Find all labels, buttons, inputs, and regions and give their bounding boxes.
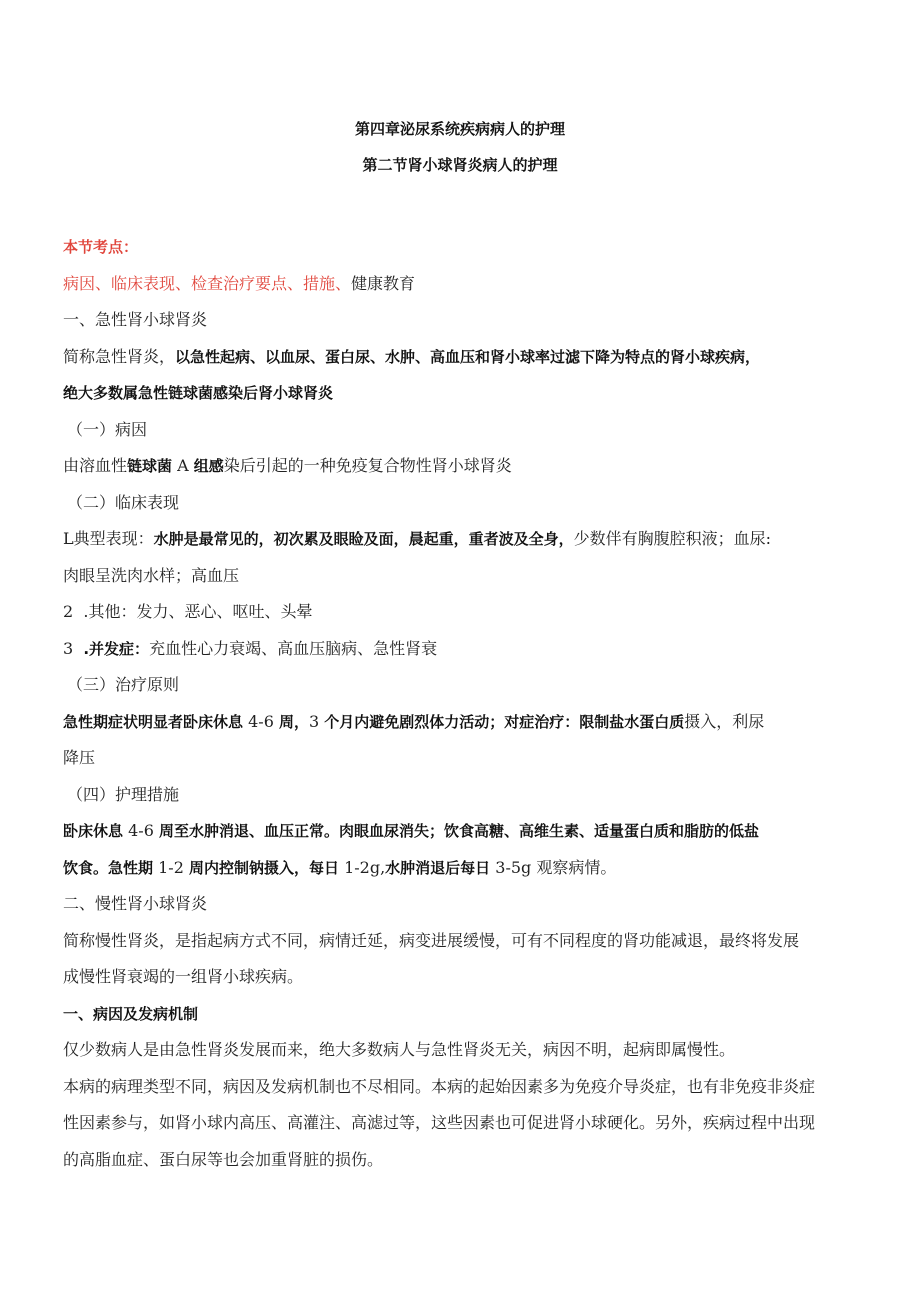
text-run: 3-5g <box>495 857 532 877</box>
bold-run: 饮食。急性期 <box>63 858 154 877</box>
text-run: 4-6 <box>128 821 154 840</box>
bold-run: .并发症： <box>83 639 150 658</box>
bold-run: 组感 <box>193 457 224 475</box>
bold-run: 链球菌 <box>127 457 173 475</box>
text-run: 1-2 <box>158 857 184 877</box>
bold-run: 周， <box>278 712 309 731</box>
chronic-paragraph-2-line-1: 本病的病理类型不同，病因及发病机制也不尽相同。本病的起始因素多为免疫介导炎症，也有非免疫非炎症 <box>63 1076 816 1096</box>
text-run: 4-6 <box>248 711 274 731</box>
acute-definition-line-2 <box>63 375 858 412</box>
bold-run: 个月内避免剧烈体力活动；对症治疗：限制盐水蛋白质 <box>324 712 685 731</box>
chronic-paragraph-2-line-2: 性因素参与，如肾小球内高压、高灌注、高滤过等，这些因素也可促进肾小球硬化。另外，疾病过程中出现 <box>63 1113 816 1132</box>
bold-run: 水肿消退后每日 <box>385 858 491 877</box>
text-run: 摄入，利尿 <box>684 711 765 731</box>
exam-points-red: 病因、临床表现、检查治疗要点、措施、 <box>63 273 352 293</box>
document-body <box>63 229 858 1178</box>
acute-care-line-2 <box>63 850 858 887</box>
exam-points-black: 健康教育 <box>351 273 416 293</box>
text-run: 染后引起的一种免疫复合物性肾小球肾炎 <box>223 456 512 475</box>
text-run: A <box>177 456 189 475</box>
section-title: 第二节肾小球肾炎病人的护理 <box>362 156 558 174</box>
bold-run: 周内控制钠摄入，每日 <box>188 858 339 877</box>
acute-clinical-heading: （二）临床表现 <box>67 492 180 512</box>
bold-run: 周至水肿消退、血压正常。肉眼血尿消失；饮食高糖、高维生素、适量蛋白质和脂肪的低盐 <box>158 822 759 840</box>
acute-treatment-heading: （三）治疗原则 <box>67 675 180 694</box>
acute-care-heading: （四）护理措施 <box>67 784 180 804</box>
chronic-definition-line-1: 简称慢性肾炎，是指起病方式不同，病情迁延，病变进展缓慢，可有不同程度的肾功能减退，最终将发展 <box>63 930 800 950</box>
bold-run: 卧床休息 <box>63 822 124 840</box>
exam-points-label: 本节考点： <box>63 238 139 256</box>
bold-run: 水肿是最常见的，初次累及眼睑及面，晨起重，重者波及全身， <box>153 530 574 548</box>
text-run: L典型表现： <box>63 529 154 548</box>
acute-heading: 一、急性肾小球肾炎 <box>63 310 208 329</box>
acute-typical-line-2: 肉眼呈洗肉水样；高血压 <box>63 565 240 585</box>
acute-treatment-line-2: 降压 <box>63 748 96 767</box>
text-run: 少数伴有胸腹腔积液；血尿: <box>573 529 772 548</box>
text-run: 简称急性肾炎， <box>63 346 176 366</box>
text-run: 1-2g, <box>344 857 386 877</box>
acute-typical-line-1 <box>63 521 858 558</box>
bold-run: 以急性起病、以血尿、蛋白尿、水肿、高血压和肾小球率过滤下降为特点的肾小球疾病， <box>175 347 761 366</box>
text-run: 3 <box>63 638 74 658</box>
chronic-heading: 二、慢性肾小球肾炎 <box>63 894 208 913</box>
text-run: .其他：发力、恶心、呕吐、头晕 <box>83 602 313 621</box>
text-run: 由溶血性 <box>63 456 128 475</box>
acute-care-line-1 <box>63 813 858 850</box>
chronic-paragraph-2-line-3: 的高脂血症、蛋白尿等也会加重肾脏的损伤。 <box>63 1149 384 1169</box>
bold-run: 绝大多数属急性链球菌感染后肾小球肾炎 <box>63 384 334 402</box>
chronic-cause-heading: 一、病因及发病机制 <box>63 1004 199 1023</box>
text-run: 3 <box>308 711 320 731</box>
text-run: 2 <box>63 602 74 621</box>
chapter-title: 第四章泌尿系统疾病病人的护理 <box>354 120 565 138</box>
text-run: 观察病情。 <box>536 857 617 877</box>
acute-treatment-line-1 <box>63 704 858 741</box>
acute-complications <box>63 631 858 668</box>
bold-run: 急性期症状明显者卧床休息 <box>63 712 244 731</box>
chronic-definition-line-2: 成慢性肾衰竭的一组肾小球疾病。 <box>63 967 304 986</box>
acute-cause-heading: （一）病因 <box>67 419 148 439</box>
acute-definition-line-1 <box>63 339 858 376</box>
acute-other <box>63 594 858 631</box>
acute-cause-text <box>63 448 858 485</box>
exam-points-list <box>63 266 858 303</box>
text-run: 充血性心力衰竭、高血压脑病、急性肾衰 <box>149 638 438 658</box>
chronic-paragraph-1: 仅少数病人是由急性肾炎发展而来，绝大多数病人与急性肾炎无关，病因不明，起病即属慢性。 <box>63 1040 736 1059</box>
